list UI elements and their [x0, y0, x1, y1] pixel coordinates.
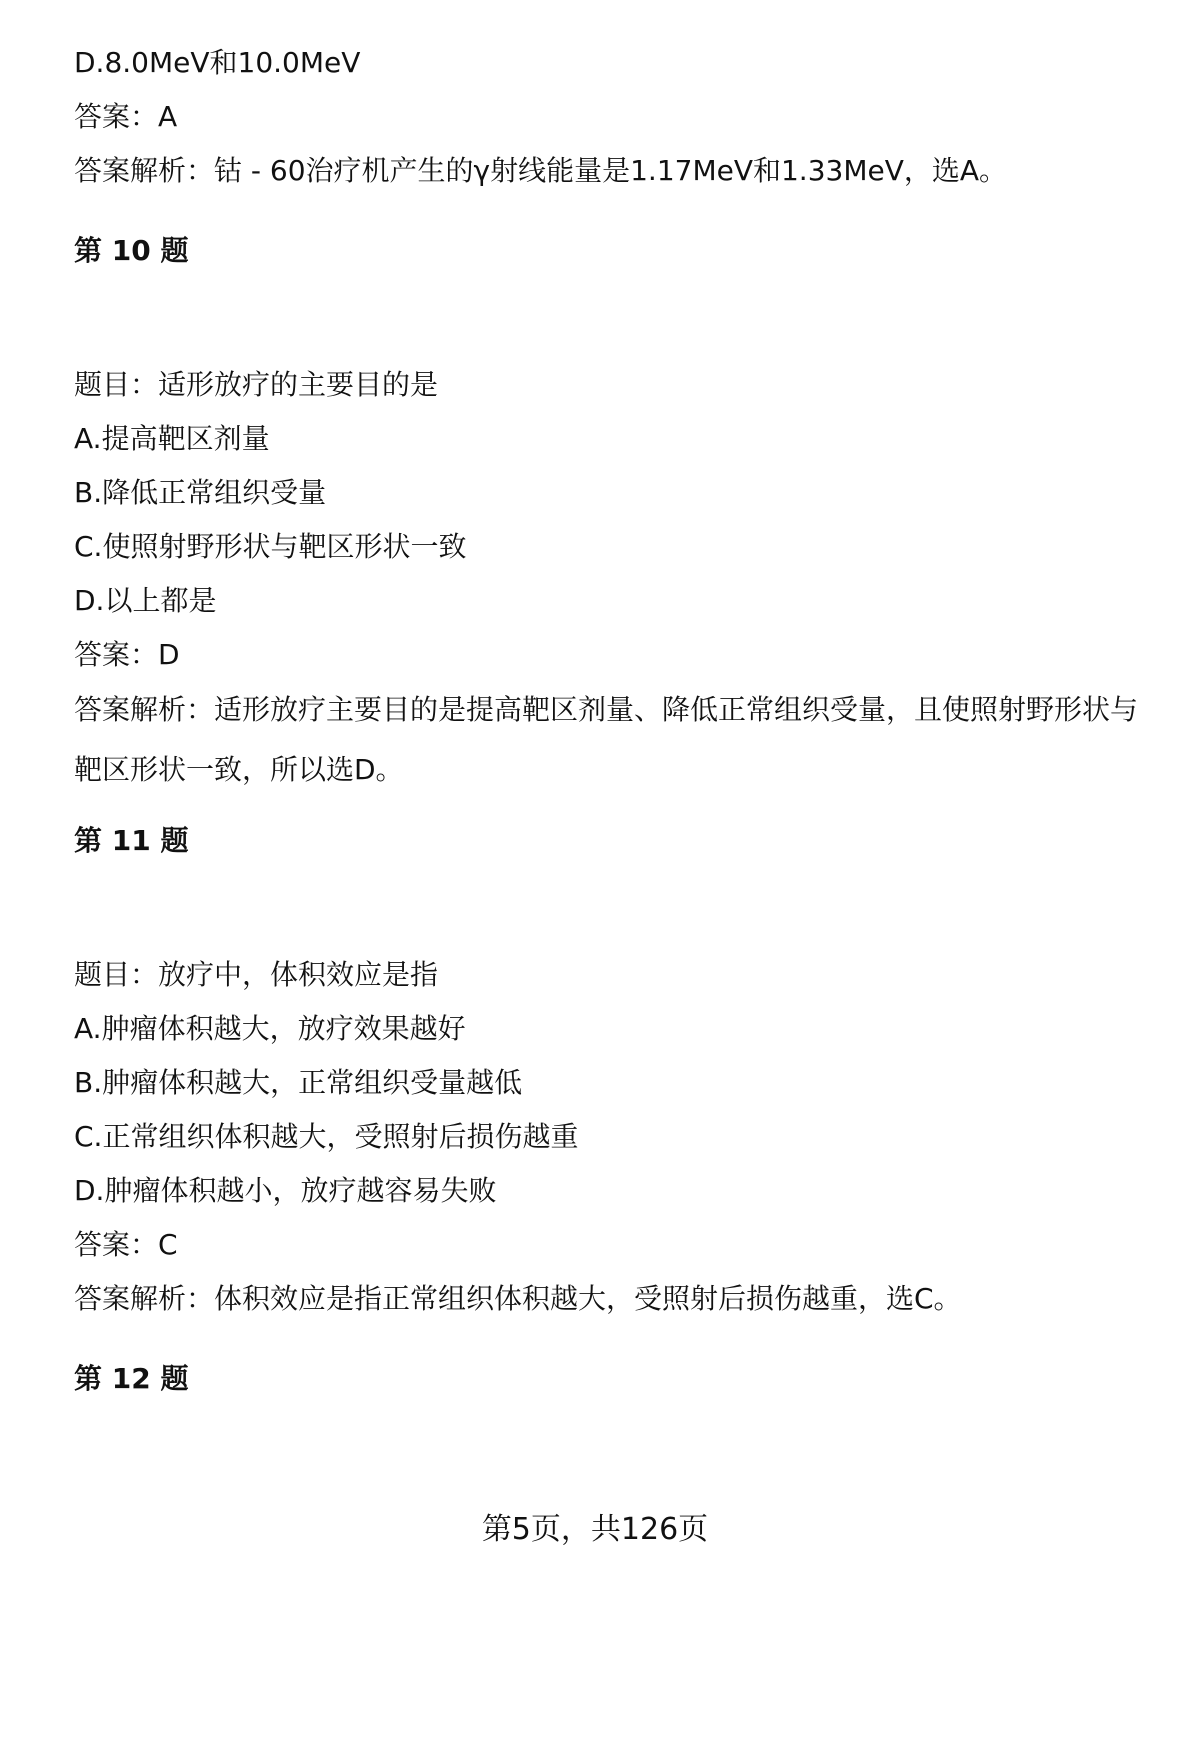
- q11-option-b: B.肿瘤体积越大，正常组织受量越低: [74, 1066, 523, 1099]
- q11-option-c: C.正常组织体积越大，受照射后损伤越重: [74, 1120, 579, 1153]
- q12-heading: 第 12 题: [74, 1362, 189, 1395]
- q11-explanation: 答案解析：体积效应是指正常组织体积越大，受照射后损伤越重，选C。: [74, 1282, 962, 1315]
- q10-option-d: D.以上都是: [74, 584, 217, 617]
- q10-option-c: C.使照射野形状与靶区形状一致: [74, 530, 467, 563]
- q9-option-d: D.8.0MeV和10.0MeV: [74, 46, 361, 79]
- q11-option-a: A.肿瘤体积越大，放疗效果越好: [74, 1012, 466, 1045]
- q10-answer: 答案：D: [74, 638, 180, 671]
- q10-option-a: A.提高靶区剂量: [74, 422, 270, 455]
- q10-explanation: 答案解析：适形放疗主要目的是提高靶区剂量、降低正常组织受量，且使照射野形状与靶区形状一致，所以选D。: [74, 693, 1139, 786]
- q11-answer: 答案：C: [74, 1228, 178, 1261]
- page-footer: 第5页，共126页: [481, 1512, 709, 1547]
- q11-heading: 第 11 题: [74, 824, 189, 857]
- q9-explanation: 答案解析：钴 - 60治疗机产生的γ射线能量是1.17MeV和1.33MeV，选A。: [74, 154, 1008, 187]
- q9-answer: 答案：A: [74, 100, 178, 133]
- q10-question: 题目：适形放疗的主要目的是: [74, 368, 439, 401]
- q10-option-b: B.降低正常组织受量: [74, 476, 327, 509]
- q10-heading: 第 10 题: [74, 234, 189, 267]
- q11-question: 题目：放疗中，体积效应是指: [74, 958, 439, 991]
- q11-option-d: D.肿瘤体积越小，放疗越容易失败: [74, 1174, 497, 1207]
